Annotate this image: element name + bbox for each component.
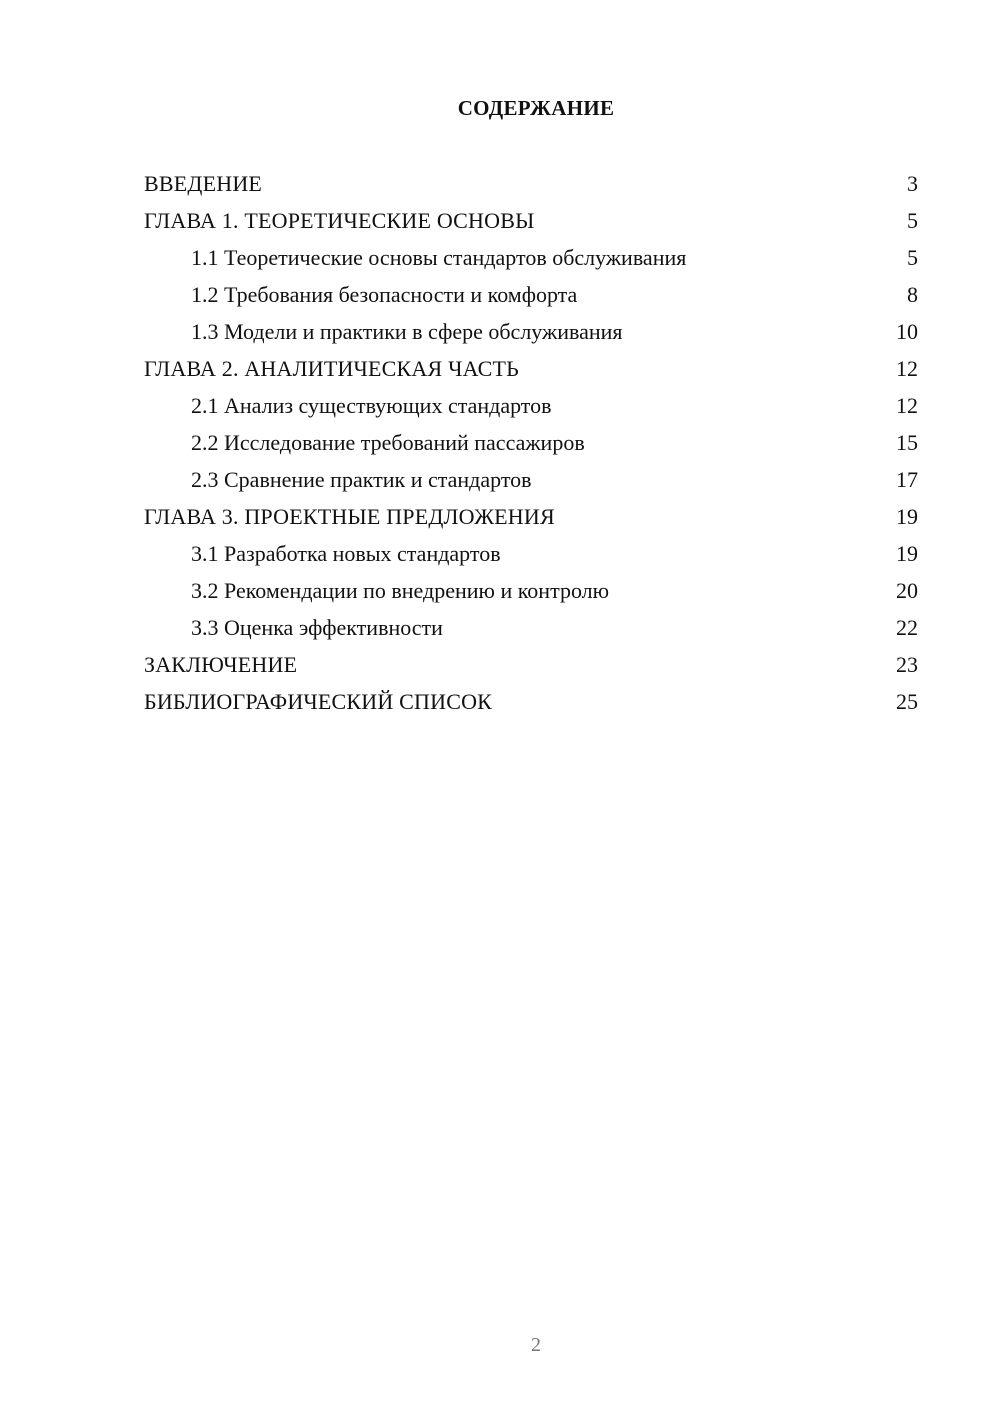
toc-entry-section-1-2 (144, 280, 918, 317)
toc-entry-label: 2.1 Анализ существующих стандартов (191, 393, 552, 418)
toc-entry-page: 19 (896, 541, 918, 566)
toc-entry-section-3-3 (144, 613, 918, 650)
toc-entry-chapter-1 (144, 206, 918, 243)
toc-entry-page: 3 (907, 171, 918, 196)
toc-entry-section-3-2 (144, 576, 918, 613)
toc-entry-bibliography (144, 687, 918, 724)
toc-entry-introduction (144, 169, 918, 206)
toc-entry-page: 25 (896, 689, 918, 714)
toc-entry-label: ВВЕДЕНИЕ (144, 171, 263, 196)
toc-entry-label: ГЛАВА 2. АНАЛИТИЧЕСКАЯ ЧАСТЬ (144, 356, 519, 381)
toc-entry-section-2-3 (144, 465, 918, 502)
toc-entry-label: 3.3 Оценка эффективности (191, 615, 443, 640)
toc-entry-page: 12 (896, 356, 918, 381)
toc-entry-label: 1.3 Модели и практики в сфере обслуживания (191, 319, 623, 344)
toc-entry-page: 23 (896, 652, 918, 677)
toc-entry-section-1-3 (144, 317, 918, 354)
toc-entry-page: 8 (907, 282, 918, 307)
page-number: 2 (531, 1334, 541, 1356)
toc-entry-label: 1.2 Требования безопасности и комфорта (191, 282, 578, 307)
table-of-contents (144, 169, 918, 724)
toc-entry-label: 2.2 Исследование требований пассажиров (191, 430, 585, 455)
toc-entry-section-3-1 (144, 539, 918, 576)
page-title: СОДЕРЖАНИЕ (457, 96, 615, 120)
toc-entry-label: ЗАКЛЮЧЕНИЕ (144, 652, 298, 677)
toc-entry-label: 3.2 Рекомендации по внедрению и контролю (191, 578, 610, 603)
toc-entry-section-2-2 (144, 428, 918, 465)
toc-entry-page: 12 (896, 393, 918, 418)
toc-entry-page: 17 (896, 467, 918, 492)
toc-entry-label: 1.1 Теоретические основы стандартов обслуживания (191, 245, 687, 270)
toc-entry-page: 19 (896, 504, 918, 529)
toc-entry-page: 20 (896, 578, 918, 603)
toc-entry-chapter-3 (144, 502, 918, 539)
toc-entry-label: БИБЛИОГРАФИЧЕСКИЙ СПИСОК (144, 689, 493, 714)
toc-entry-label: 2.3 Сравнение практик и стандартов (191, 467, 532, 492)
toc-entry-section-1-1 (144, 243, 918, 280)
toc-entry-section-2-1 (144, 391, 918, 428)
toc-entry-page: 15 (896, 430, 918, 455)
toc-entry-page: 5 (907, 245, 918, 270)
toc-entry-page: 5 (907, 208, 918, 233)
toc-entry-page: 22 (896, 615, 918, 640)
toc-entry-label: ГЛАВА 1. ТЕОРЕТИЧЕСКИЕ ОСНОВЫ (144, 208, 535, 233)
toc-entry-label: ГЛАВА 3. ПРОЕКТНЫЕ ПРЕДЛОЖЕНИЯ (144, 504, 555, 529)
toc-entry-conclusion (144, 650, 918, 687)
toc-entry-page: 10 (896, 319, 918, 344)
toc-entry-chapter-2 (144, 354, 918, 391)
toc-entry-label: 3.1 Разработка новых стандартов (191, 541, 501, 566)
